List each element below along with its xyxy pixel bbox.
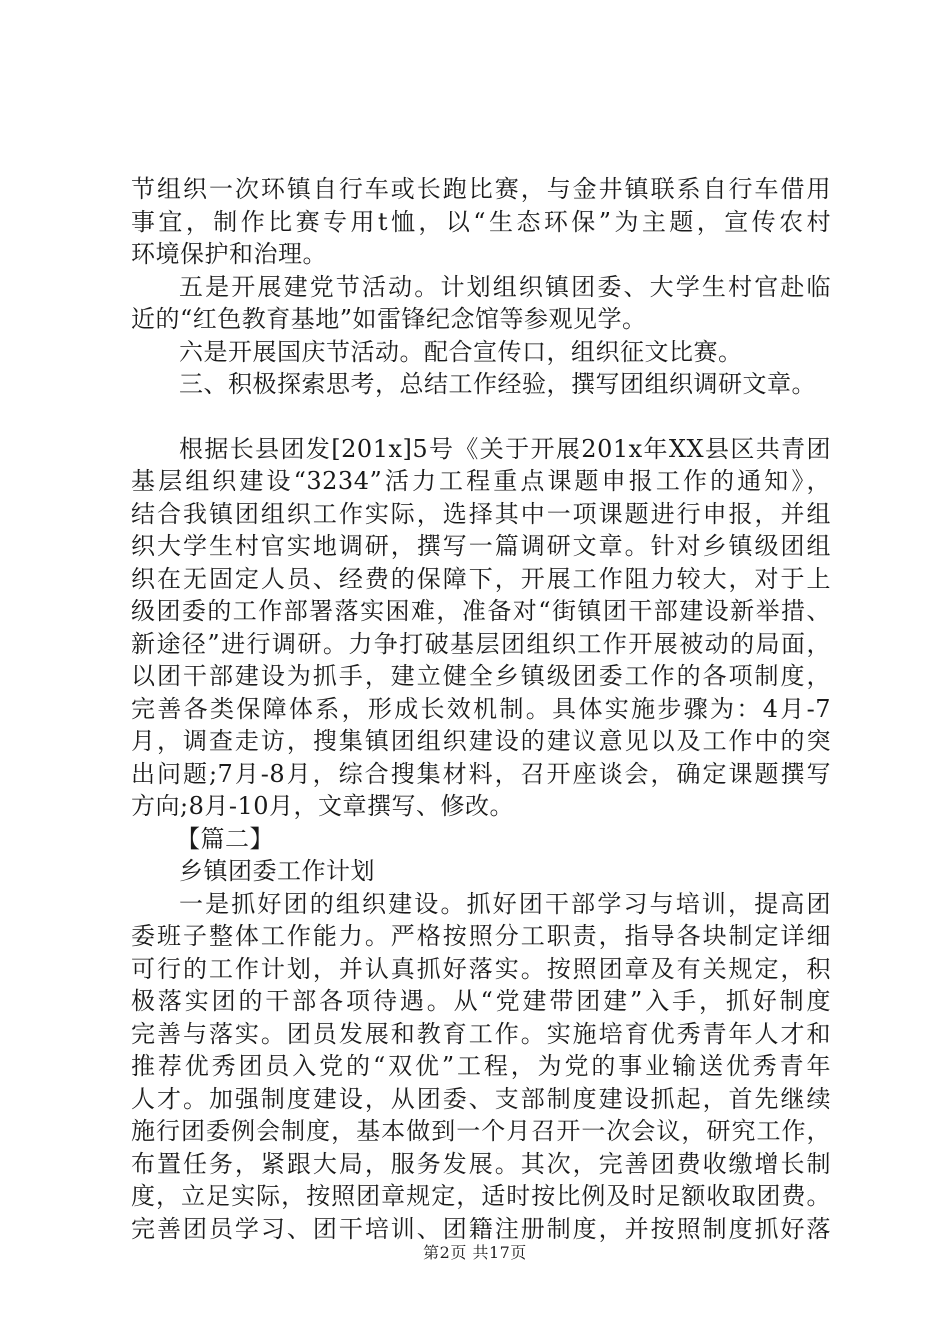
text-line: 委班子整体工作能力。严格按照分工职责，指导各块制定详细: [131, 922, 831, 950]
text-line: 结合我镇团组织工作实际，选择其中一项课题进行申报，并组: [131, 499, 831, 528]
paragraph-gap: [131, 401, 831, 433]
text-line: 基层组织建设“3234”活力工程重点课题申报工作的通知》，: [131, 467, 831, 495]
text-line: 施行团委例会制度，基本做到一个月召开一次会议，研究工作，: [131, 1117, 831, 1145]
text-line: 以团干部建设为抓手，建立健全乡镇级团委工作的各项制度，: [131, 662, 831, 690]
text-line: 推荐优秀团员入党的“双优”工程，为党的事业输送优秀青年: [131, 1052, 831, 1080]
text-line: 六是开展国庆节活动。配合宣传口，组织征文比赛。: [179, 337, 743, 366]
text-line: 根据长县团发[201x]5号《关于开展201x年XX县区共青团: [179, 434, 831, 463]
document-body: [131, 173, 831, 1245]
text-line: 方向;8月-10月，文章撰写、修改。: [131, 792, 515, 820]
text-line: 出问题;7月-8月，综合搜集材料，召开座谈会，确定课题撰写: [131, 759, 831, 788]
text-line: 级团委的工作部署落实困难，准备对“街镇团干部建设新举措、: [131, 597, 831, 625]
text-line: 极落实团的干部各项待遇。从“党建带团建”入手，抓好制度: [131, 987, 831, 1015]
section-title: 乡镇团委工作计划: [179, 857, 375, 885]
section-heading: 三、积极探索思考，总结工作经验，撰写团组织调研文章。: [179, 370, 816, 398]
text-line: 近的“红色教育基地”如雷锋纪念馆等参观见学。: [131, 305, 647, 333]
text-line: 布置任务，紧跟大局，服务发展。其次，完善团费收缴增长制: [131, 1149, 831, 1178]
text-line: 人才。加强制度建设，从团委、支部制度建设抓起，首先继续: [131, 1084, 831, 1113]
section-marker: 【篇二】: [176, 824, 274, 853]
text-line: 五是开展建党节活动。计划组织镇团委、大学生村官赴临: [179, 272, 831, 301]
text-line: 节组织一次环镇自行车或长跑比赛，与金井镇联系自行车借用: [131, 175, 831, 203]
text-line: 完善团员学习、团干培训、团籍注册制度，并按照制度抓好落: [131, 1214, 831, 1243]
text-line: 月，调查走访，搜集镇团组织建设的建议意见以及工作中的突: [131, 727, 831, 755]
text-line: 织大学生村官实地调研，撰写一篇调研文章。针对乡镇级团组: [131, 532, 831, 560]
page-number-footer: 第2页 共17页: [423, 1243, 527, 1262]
text-line: 事宜，制作比赛专用t恤，以“生态环保”为主题，宣传农村: [131, 207, 831, 236]
text-line: 完善与落实。团员发展和教育工作。实施培育优秀青年人才和: [131, 1019, 831, 1048]
text-line: 完善各类保障体系，形成长效机制。具体实施步骤为：4月-7: [131, 694, 831, 723]
text-line: 一是抓好团的组织建设。抓好团干部学习与培训，提高团: [179, 889, 831, 918]
text-line: 织在无固定人员、经费的保障下，开展工作阻力较大，对于上: [131, 564, 831, 593]
text-line: 度，立足实际，按照团章规定，适时按比例及时足额收取团费。: [131, 1182, 831, 1210]
text-line: 环境保护和治理。: [131, 240, 327, 268]
text-line: 新途径”进行调研。力争打破基层团组织工作开展被动的局面，: [131, 629, 831, 658]
text-line: 可行的工作计划，并认真抓好落实。按照团章及有关规定，积: [131, 954, 831, 983]
